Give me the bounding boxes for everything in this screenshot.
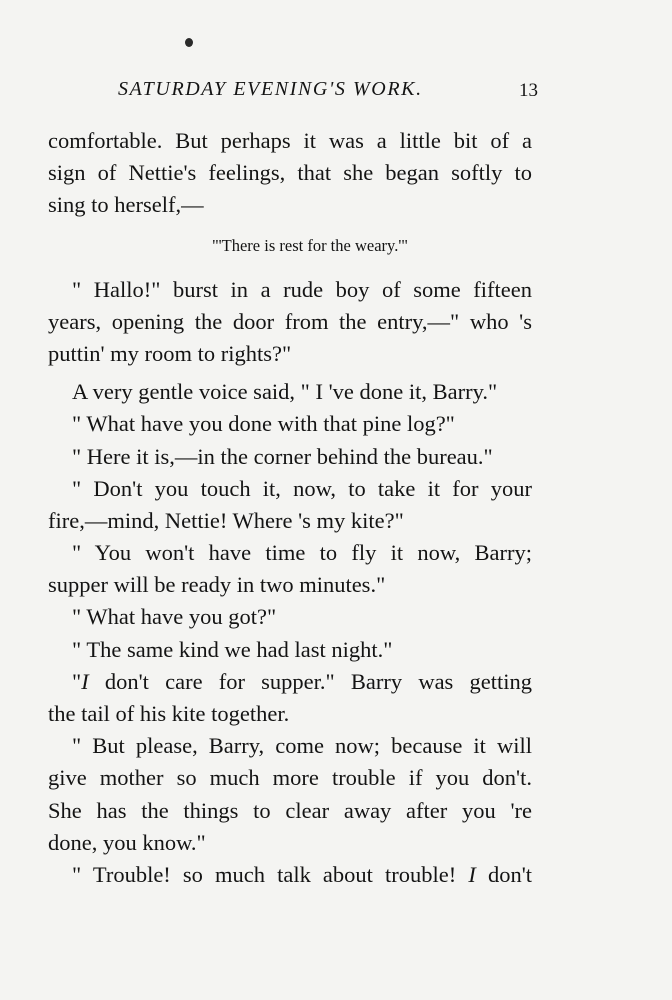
- text-line: " The same kind we had last night.": [72, 636, 393, 662]
- text-line: " Here it is,—in the corner behind the bureau.": [72, 443, 493, 469]
- text-line: " You won't have time to fly it now, Barry;: [72, 540, 532, 566]
- running-title: SATURDAY EVENING'S WORK.: [118, 78, 423, 100]
- text-line: give mother so much more trouble if you don't.: [48, 765, 532, 791]
- text-line: " What have you got?": [72, 604, 277, 630]
- page-number: 13: [519, 80, 538, 101]
- text-line: " But please, Barry, come now; because it will: [72, 733, 532, 759]
- ink-speck: [185, 38, 193, 47]
- text-line: comfortable. But perhaps it was a little bit of a: [48, 128, 532, 153]
- text-line: " Hallo!" burst in a rude boy of some fifteen: [72, 276, 532, 302]
- text-line: years, opening the door from the entry,—" who 's: [48, 308, 532, 334]
- text-line: A very gentle voice said, " I 've done it, Barry.": [72, 379, 498, 405]
- text-fragment: " Trouble! so much talk about trouble!: [72, 861, 469, 887]
- text-line: sign of Nettie's feelings, that she began softly to: [48, 160, 532, 186]
- text-line: puttin' my room to rights?": [48, 340, 292, 366]
- text-line: sing to herself,—: [48, 192, 204, 218]
- italic-word: I: [81, 668, 89, 694]
- text-line: " Don't you touch it, now, to take it for your: [72, 475, 532, 501]
- text-line: fire,—mind, Nettie! Where 's my kite?": [48, 507, 404, 533]
- body-text: [48, 125, 532, 891]
- text-line: the tail of his kite together.: [48, 701, 290, 726]
- text-line: [48, 666, 532, 698]
- text-fragment: don't care for supper." Barry was getting: [88, 668, 532, 694]
- text-line: [48, 859, 532, 891]
- text-line: supper will be ready in two minutes.": [48, 572, 386, 598]
- text-line: done, you know.": [48, 829, 206, 855]
- text-line: " What have you done with that pine log?": [72, 411, 455, 437]
- verse-quote: "'There is rest for the weary.'": [211, 235, 409, 255]
- text-fragment: don't: [475, 861, 532, 887]
- page-header: [118, 78, 538, 108]
- italic-word: I: [468, 861, 476, 887]
- text-line: She has the things to clear away after you 're: [48, 797, 532, 823]
- text-fragment: ": [72, 668, 82, 694]
